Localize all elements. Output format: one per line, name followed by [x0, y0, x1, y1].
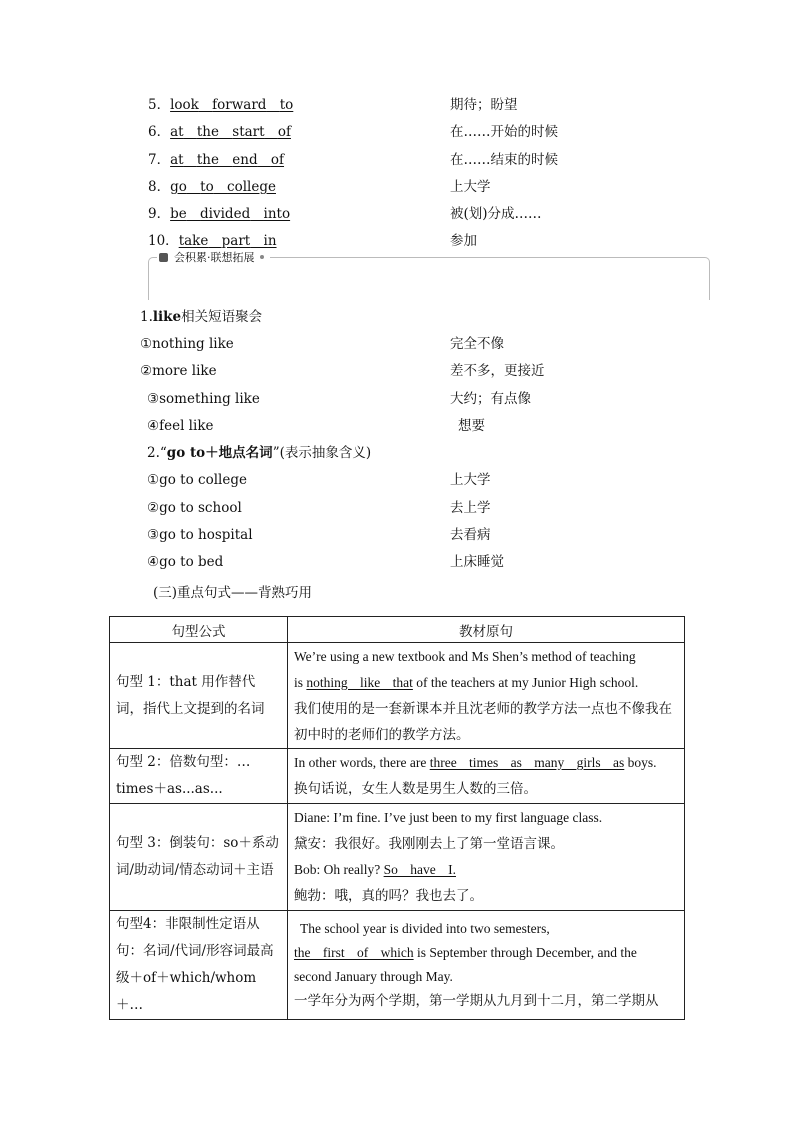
pattern-cell: 句型4：非限制性定语从句：名词/代词/形容词最高级＋of＋which/whom＋…: [110, 911, 288, 1020]
section2-title: [147, 444, 371, 462]
phrase-meaning: 在……开始的时候: [450, 124, 558, 140]
list-item: ①go to college: [147, 472, 247, 488]
list-item: ③something like: [147, 391, 260, 407]
list-item-meaning: 上床睡觉: [450, 554, 504, 570]
list-item: ④feel like: [147, 418, 214, 434]
word: at: [170, 152, 184, 168]
pattern-cell: 句型 3：倒装句：so＋系动词/助动词/情态动词＋主语: [110, 804, 288, 911]
list-item: ①nothing like: [140, 336, 234, 352]
section-suffix: ”(表示抽象含义): [272, 445, 372, 461]
phrase-item: [148, 123, 291, 141]
section1-title: [140, 308, 262, 326]
word: the: [196, 152, 219, 168]
pattern-cell: 句型 2：倍数句型：…times＋as...as...: [110, 749, 288, 804]
table-header-row: [110, 617, 685, 643]
word: forward: [212, 97, 267, 113]
word: into: [263, 206, 291, 222]
section3-title: (三)重点句式——背熟巧用: [153, 585, 313, 601]
phrase-number: 5．: [148, 97, 171, 113]
example-cell: [288, 804, 685, 911]
text: of the teachers at my Junior High school.: [416, 674, 639, 690]
text: Bob: Oh really?: [294, 862, 381, 877]
list-item-meaning: 完全不像: [450, 336, 504, 352]
translation: 黛安：我很好。我刚刚去上了第一堂语言课。: [294, 836, 564, 852]
phrase-number: 8．: [148, 179, 171, 195]
example-cell: [288, 749, 685, 804]
text: boys.: [627, 755, 657, 770]
list-item-meaning: 差不多，更接近: [450, 363, 545, 379]
list-item-meaning: 去上学: [450, 500, 491, 516]
table-header: 句型公式: [110, 617, 288, 643]
phrase-item: [148, 205, 290, 223]
box-tag: [157, 250, 270, 266]
list-item-meaning: 上大学: [450, 472, 491, 488]
section-keyword: like: [152, 309, 182, 325]
list-item: ②more like: [140, 363, 217, 379]
section-number: 1.: [140, 309, 153, 325]
word: at: [170, 124, 184, 140]
text: is September through December, and the: [416, 945, 637, 960]
word: college: [227, 179, 276, 195]
section-prefix: 2.“: [147, 445, 167, 461]
translation: 鲍勃：哦，真的吗？我也去了。: [294, 888, 483, 904]
word: take: [178, 233, 209, 249]
table-header: 教材原句: [288, 617, 685, 643]
list-item: ③go to hospital: [147, 527, 253, 543]
phrase-meaning: 参加: [450, 233, 477, 249]
phrase-meaning: 期待；盼望: [450, 97, 518, 113]
example-cell: [288, 643, 685, 749]
list-item-meaning: 想要: [458, 418, 485, 434]
phrase-item: [148, 232, 277, 250]
translation: 我们使用的是一套新课本并且沈老师的教学方法一点也不像我在初中时的老师们的教学方法。: [294, 700, 672, 743]
phrase-answer: [170, 124, 291, 140]
note-icon: [159, 253, 168, 262]
word: in: [263, 233, 277, 249]
answer-blank: So have I.: [383, 862, 456, 877]
phrase-answer: [170, 152, 284, 168]
section-title-text: 相关短语聚会: [181, 309, 263, 325]
table-row: [110, 749, 685, 804]
word: the: [196, 124, 219, 140]
word: part: [221, 233, 251, 249]
translation: 一学年分为两个学期，第一学期从九月到十二月，第二学期从: [294, 993, 659, 1009]
pattern-cell: 句型 1：that 用作替代词，指代上文提到的名词: [110, 643, 288, 749]
phrase-answer: [170, 97, 293, 113]
translation: 换句话说，女生人数是男生人数的三倍。: [294, 781, 537, 797]
phrase-answer: [170, 179, 276, 195]
word: end: [232, 152, 258, 168]
list-item-meaning: 去看病: [450, 527, 491, 543]
table-row: [110, 804, 685, 911]
list-item-meaning: 大约；有点像: [450, 391, 531, 407]
answer-blank: the first of which: [294, 945, 414, 960]
word: to: [279, 97, 294, 113]
phrase-meaning: 上大学: [450, 179, 491, 195]
word: go: [170, 179, 187, 195]
phrase-meaning: 被(划)分成……: [450, 206, 542, 222]
word: start: [232, 124, 265, 140]
word: divided: [200, 206, 251, 222]
word: to: [200, 179, 214, 195]
section-keyword: go to＋地点名词: [166, 445, 273, 461]
example-line: [294, 857, 678, 883]
example-line: [294, 750, 678, 776]
dot-icon: [260, 255, 264, 259]
table-row: [110, 911, 685, 1020]
example-line: The school year is divided into two semesters,: [300, 921, 550, 936]
box-title: 会积累·联想拓展: [174, 251, 255, 264]
phrase-number: 9．: [148, 206, 171, 222]
example-cell: [288, 911, 685, 1020]
table-row: [110, 643, 685, 749]
example-line: Diane: I’m fine. I’ve just been to my first language class.: [294, 810, 603, 825]
phrase-meaning: 在……结束的时候: [450, 152, 558, 168]
word: of: [277, 124, 291, 140]
example-line: We’re using a new textbook and Ms Shen’s method of teaching: [294, 648, 636, 664]
phrase-number: 7．: [148, 152, 171, 168]
text: In other words, there are: [294, 755, 427, 770]
example-line: [294, 941, 678, 965]
answer-blank: nothing like that: [306, 674, 413, 690]
phrase-number: 6．: [148, 124, 171, 140]
phrase-answer: [179, 233, 277, 249]
answer-blank: three times as many girls as: [429, 755, 625, 770]
phrase-answer: [170, 206, 290, 222]
example-line: second January through May.: [294, 969, 453, 984]
phrase-item: [148, 96, 293, 114]
phrase-item: [148, 151, 284, 169]
text: is: [294, 674, 304, 690]
phrase-number: 10．: [148, 233, 179, 249]
list-item: ④go to bed: [147, 554, 224, 570]
phrase-item: [148, 178, 276, 196]
example-line: [294, 670, 678, 696]
word: be: [170, 206, 187, 222]
word: of: [270, 152, 285, 168]
sentence-pattern-table: [109, 616, 685, 1020]
word: look: [170, 97, 199, 113]
accumulate-box: [148, 251, 710, 300]
list-item: ②go to school: [147, 500, 242, 516]
